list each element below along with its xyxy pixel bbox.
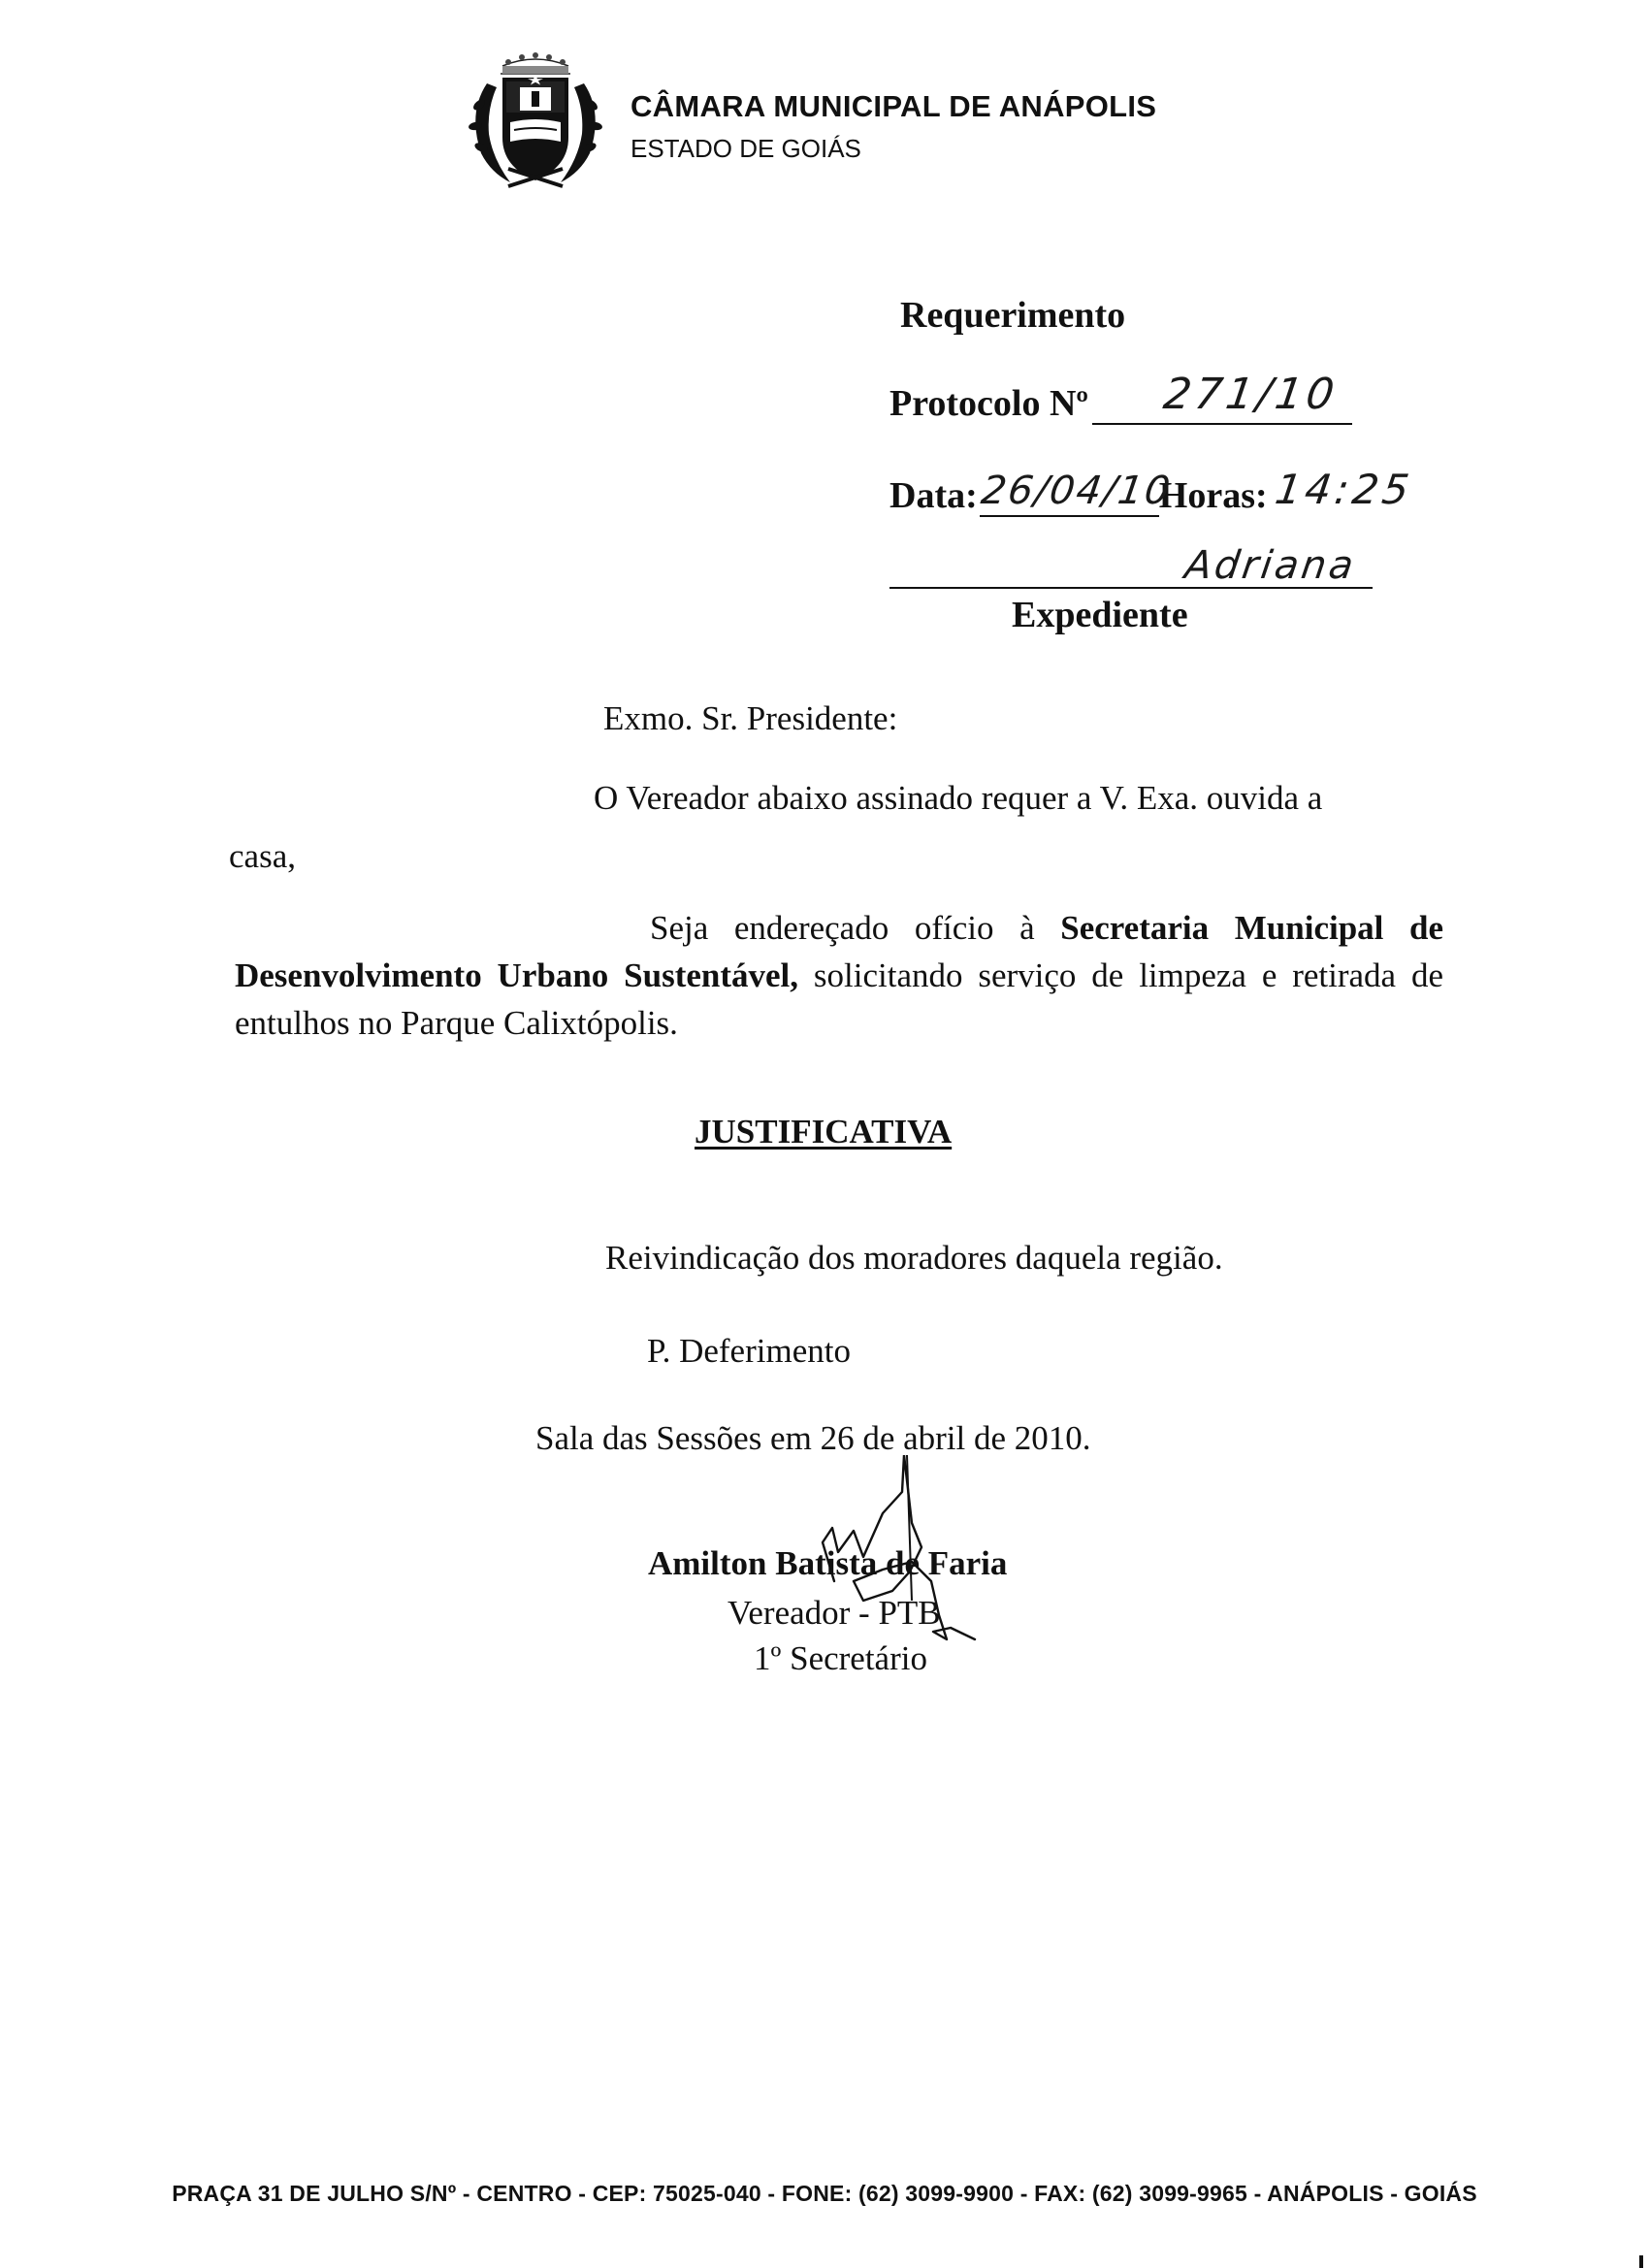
date-field xyxy=(978,469,1175,517)
protocol-number-label: Protocolo Nº xyxy=(889,383,1088,424)
organization-state: ESTADO DE GOIÁS xyxy=(630,134,861,163)
coat-of-arms-logo xyxy=(464,45,607,200)
protocol-number-row xyxy=(889,370,1352,425)
signer-role: Vereador - PTB xyxy=(728,1594,941,1632)
intro-paragraph: O Vereador abaixo assinado requer a V. Exa. ouvida a xyxy=(594,779,1323,817)
justification-text: Reivindicação dos moradores daquela região. xyxy=(605,1239,1223,1277)
hours-value: 14:25 xyxy=(1272,466,1416,513)
request-paragraph xyxy=(235,904,1443,1047)
hours-label: Horas: xyxy=(1158,475,1268,516)
deferral-request: P. Deferimento xyxy=(647,1332,851,1370)
organization-name: CÂMARA MUNICIPAL DE ANÁPOLIS xyxy=(630,89,1157,123)
salutation: Exmo. Sr. Presidente: xyxy=(603,699,898,737)
date-label: Data: xyxy=(889,475,978,516)
date-time-row xyxy=(889,466,1416,517)
justification-heading: JUSTIFICATIVA xyxy=(695,1113,953,1150)
protocol-number-value: 271/10 xyxy=(1160,370,1342,419)
document-type-title: Requerimento xyxy=(900,295,1126,336)
request-recipient: Secretaria Municipal de Desenvolvimento Urbano Sustentável, xyxy=(235,909,1444,994)
intro-paragraph-continuation: casa, xyxy=(229,837,296,875)
signer-name: Amilton Batista de Faria xyxy=(648,1544,1008,1582)
expediente-label: Expediente xyxy=(1012,595,1188,635)
request-text-start: Seja endereçado ofício à xyxy=(650,909,1035,947)
footer-address: PRAÇA 31 DE JULHO S/Nº - CENTRO - CEP: 75025-040 - FONE: (62) 3099-9900 - FAX: (62) 3099-9965 - ANÁPOLIS - GOIÁS xyxy=(172,2181,1477,2206)
expediente-handwritten-signature: Adriana xyxy=(1181,543,1359,588)
signer-office: 1º Secretário xyxy=(754,1639,927,1677)
scan-corner-mark xyxy=(1639,2255,1643,2268)
protocol-number-field xyxy=(1092,370,1352,425)
request-text-end: solicitando serviço de limpeza e retirada de entulhos no Parque Calixtópolis. xyxy=(235,956,1443,1042)
date-value: 26/04/10 xyxy=(978,469,1175,513)
closing-place-date: Sala das Sessões em 26 de abril de 2010. xyxy=(535,1419,1091,1457)
